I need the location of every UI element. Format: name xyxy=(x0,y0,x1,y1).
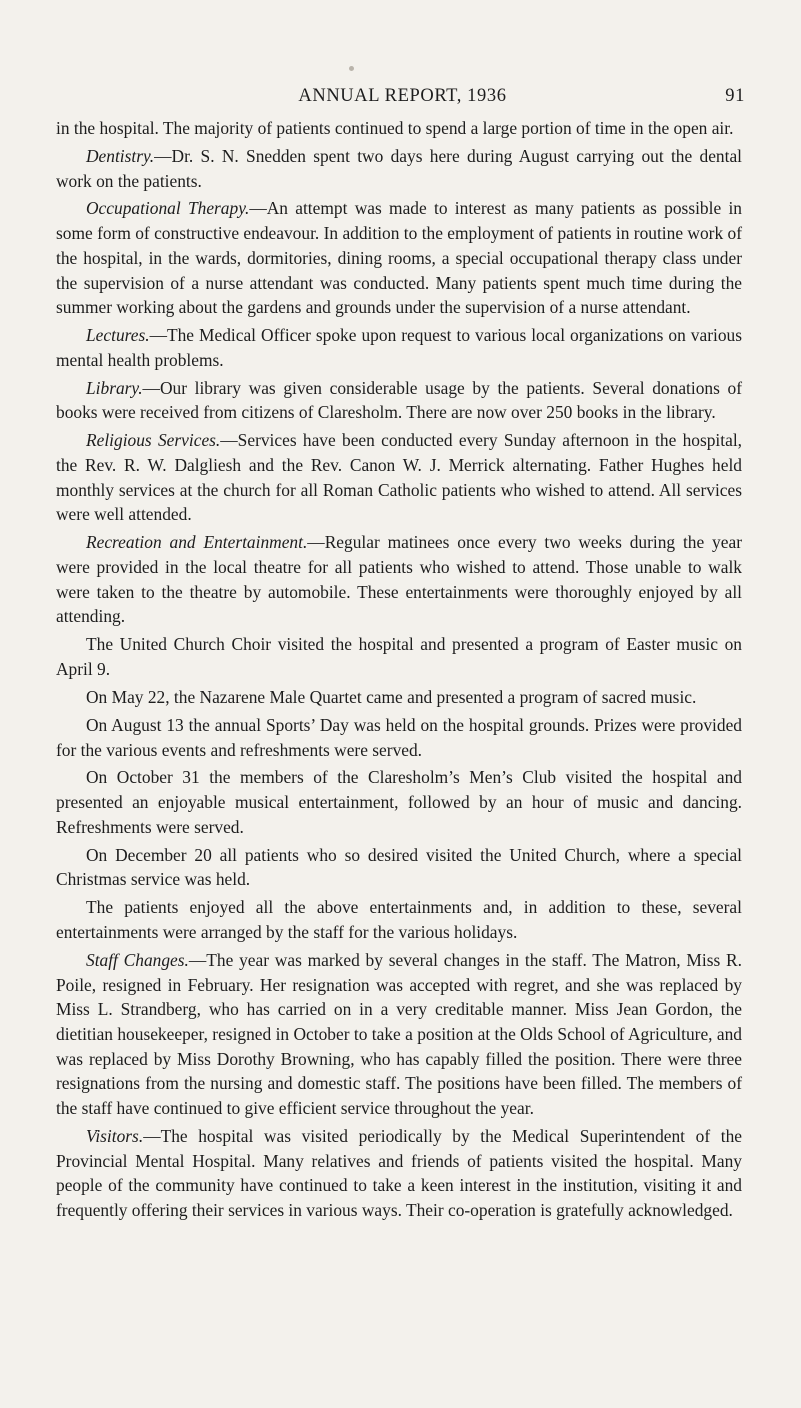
paragraph xyxy=(56,632,742,681)
paragraph xyxy=(56,116,742,141)
paragraph-text: —The year was marked by several changes in the staff. The Matron, Miss R. Poile, resigned in February. Her resignation was accepted with regret, and she was replaced by Miss L. Strandberg, who has carried on in a very creditable manner. Miss Jean Gordon, the dietitian housekeeper, resigned in October to take a position at the Olds School of Agriculture, and was replaced by Miss Dorothy Browning, who has capably filled the position. There were three resignations from the nursing and domestic staff. The positions have been filled. The members of the staff have continued to give efficient service throughout the year. xyxy=(56,949,742,1119)
running-header xyxy=(60,86,745,110)
paragraph xyxy=(56,428,742,527)
paragraph xyxy=(56,948,742,1121)
paragraph-heading: Religious Services. xyxy=(86,430,221,451)
paragraph-text: —The Medical Officer spoke upon request to various local organizations on various mental health problems. xyxy=(56,325,742,370)
paragraph-heading: Occupational Therapy. xyxy=(86,198,250,219)
paragraph-text: —The hospital was visited periodically by the Medical Superintendent of the Provincial Mental Hospital. Many relatives and friends of patients visited the hospital. Many people of the community have continued to take a keen interest in the institution, visiting it and frequently offering their services in various ways. Their co-operation is gratefully acknowledged. xyxy=(56,1126,742,1221)
paragraph xyxy=(56,144,742,193)
paragraph-text: —An attempt was made to interest as many patients as possible in some form of constructive endeavour. In addition to the employment of patients in routine work of the hospital, in the wards, dormitories, dining rooms, a special occupational therapy class under the supervision of a nurse attendant was conducted. Many patients spent much time during the summer working about the gardens and grounds under the supervision of a nurse attendant. xyxy=(56,198,742,318)
paragraph xyxy=(56,685,742,710)
paragraph-text: —Regular matinees once every two weeks during the year were provided in the local theatre for all patients who wished to attend. Those unable to walk were taken to the theatre by automobile. These entertainments were thoroughly enjoyed by all attending. xyxy=(56,532,742,627)
paragraph-heading: Library. xyxy=(86,377,143,398)
paragraph-text: —Our library was given considerable usage by the patients. Several donations of books were received from citizens of Claresholm. There are now over 250 books in the library. xyxy=(56,377,742,423)
paragraph xyxy=(56,765,742,839)
paragraph xyxy=(56,713,742,762)
paragraph-heading: Dentistry. xyxy=(86,145,155,166)
paragraph-text: —Dr. S. N. Snedden spent two days here during August carrying out the dental work on the patients. xyxy=(56,145,742,191)
paragraph-text: On May 22, the Nazarene Male Quartet came and presented a program of sacred music. xyxy=(86,686,697,707)
page-number: 91 xyxy=(725,86,745,106)
paragraph-text: The patients enjoyed all the above entertainments and, in addition to these, several entertainments were arranged by the staff for the various holidays. xyxy=(56,897,742,943)
print-speck xyxy=(349,66,354,71)
paragraph-text: On October 31 the members of the Claresholm’s Men’s Club visited the hospital and presented an enjoyable musical entertainment, followed by an hour of music and dancing. Refreshments were served. xyxy=(56,767,742,837)
paragraph xyxy=(56,895,742,944)
paragraph xyxy=(56,843,742,892)
paragraph xyxy=(56,530,742,629)
paragraph xyxy=(56,196,742,320)
paragraph-text: On August 13 the annual Sports’ Day was held on the hospital grounds. Prizes were provided for the various events and refreshments were served. xyxy=(56,714,742,760)
report-title: ANNUAL REPORT, 1936 xyxy=(298,86,507,106)
paragraph-heading: Recreation and Entertainment. xyxy=(86,532,308,553)
paragraph xyxy=(56,376,742,425)
body-text xyxy=(56,116,742,1226)
paragraph-heading: Lectures. xyxy=(86,325,150,346)
paragraph-heading: Staff Changes. xyxy=(86,949,189,970)
paragraph-text: in the hospital. The majority of patients continued to spend a large portion of time in the open air. xyxy=(56,118,734,138)
paragraph xyxy=(56,1124,742,1223)
paragraph-heading: Visitors. xyxy=(86,1126,144,1147)
paragraph-text: The United Church Choir visited the hospital and presented a program of Easter music on April 9. xyxy=(56,634,742,680)
paragraph-text: On December 20 all patients who so desired visited the United Church, where a special Christmas service was held. xyxy=(56,844,742,890)
paragraph-text: —Services have been conducted every Sunday afternoon in the hospital, the Rev. R. W. Dalgliesh and the Rev. Canon W. J. Merrick alternating. Father Hughes held monthly services at the church for all Roman Catholic patients who wished to attend. All services were well attended. xyxy=(56,430,742,525)
paragraph xyxy=(56,323,742,372)
